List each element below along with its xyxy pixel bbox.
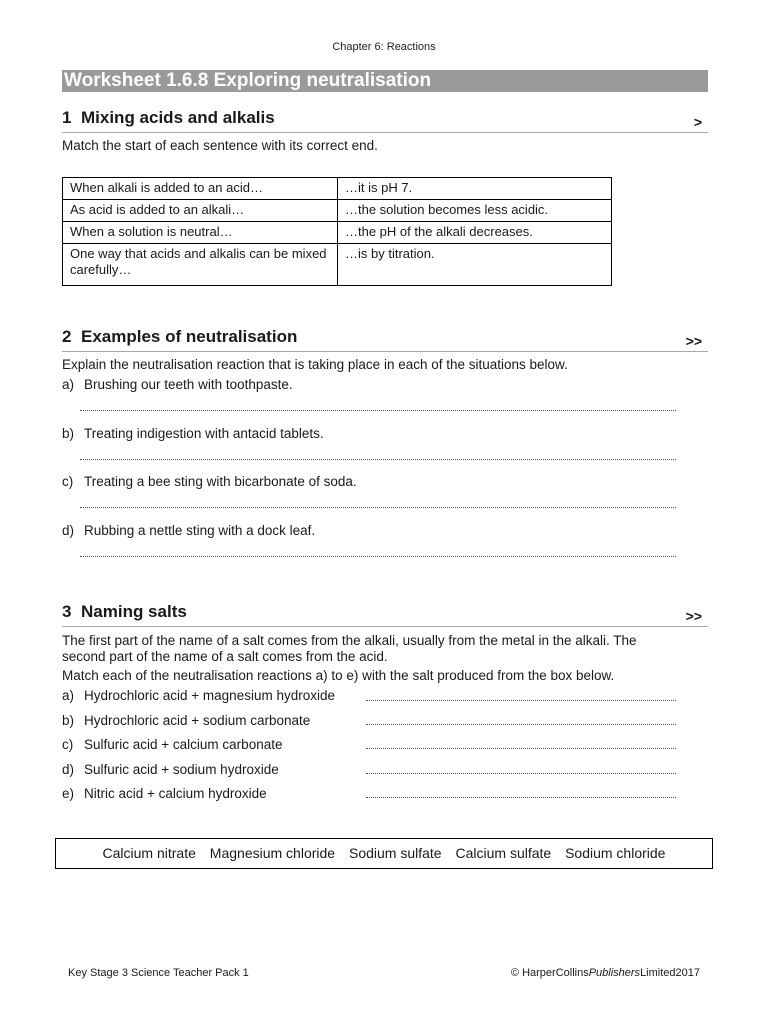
matching-table (62, 177, 612, 286)
salt-option: Sodium sulfate (348, 845, 442, 861)
reaction-item (62, 688, 335, 704)
reaction-text: Sulfuric acid + calcium carbonate (84, 737, 283, 752)
answer-line[interactable] (80, 556, 676, 557)
sentence-end: …the solution becomes less acidic. (338, 200, 612, 222)
salt-option: Calcium nitrate (102, 845, 196, 861)
reaction-label: b) (62, 713, 75, 728)
question-label: a) (62, 377, 75, 392)
salt-option: Sodium chloride (565, 845, 666, 861)
reaction-label: e) (62, 786, 75, 801)
sentence-start: When alkali is added to an acid… (63, 178, 338, 200)
question-label: d) (62, 523, 75, 538)
reaction-label: c) (62, 737, 74, 752)
sentence-end: …the pH of the alkali decreases. (338, 222, 612, 244)
reaction-text: Nitric acid + calcium hydroxide (84, 786, 267, 801)
section-2-heading (62, 327, 708, 352)
section-1-level: > (693, 114, 702, 130)
sentence-end: …is by titration. (338, 244, 612, 286)
table-row (63, 222, 612, 244)
answer-line[interactable] (366, 797, 676, 798)
section-3-title: Naming salts (81, 602, 187, 621)
question-item (62, 523, 315, 539)
section-3-level: >> (685, 608, 702, 624)
reaction-item (62, 786, 267, 802)
section-3-intro-line-1: The first part of the name of a salt comes from the alkali, usually from the metal in the alkali. The (62, 633, 637, 648)
section-2-instruction: Explain the neutralisation reaction that is taking place in each of the situations below. (62, 357, 568, 372)
salt-options-box (55, 838, 713, 869)
answer-line[interactable] (366, 724, 676, 725)
answer-line[interactable] (366, 773, 676, 774)
question-item (62, 426, 324, 442)
copyright-suffix: Limited2017 (640, 967, 700, 979)
table-row (63, 244, 612, 286)
answer-line[interactable] (80, 410, 676, 411)
section-3-heading (62, 602, 708, 627)
footer-left: Key Stage 3 Science Teacher Pack 1 (68, 967, 249, 979)
sentence-start: As acid is added to an alkali… (63, 200, 338, 222)
sentence-start: One way that acids and alkalis can be mixed carefully… (63, 244, 338, 286)
section-1-number: 1 (62, 108, 72, 127)
copyright-publishers: Publishers (588, 967, 641, 979)
reaction-text: Sulfuric acid + sodium hydroxide (84, 762, 279, 777)
section-2-title: Examples of neutralisation (81, 327, 298, 346)
question-text: Treating indigestion with antacid tablets. (84, 426, 324, 441)
answer-line[interactable] (80, 507, 676, 508)
section-1-title: Mixing acids and alkalis (81, 108, 275, 127)
reaction-label: a) (62, 688, 75, 703)
section-1-heading (62, 108, 708, 133)
table-row (63, 200, 612, 222)
section-3-instruction: Match each of the neutralisation reactions a) to e) with the salt produced from the box below. (62, 668, 615, 683)
question-label: c) (62, 474, 74, 489)
reaction-text: Hydrochloric acid + magnesium hydroxide (84, 688, 335, 703)
question-text: Treating a bee sting with bicarbonate of soda. (84, 474, 357, 489)
question-item (62, 377, 293, 393)
reaction-item (62, 737, 282, 753)
question-text: Brushing our teeth with toothpaste. (84, 377, 293, 392)
table-row (63, 178, 612, 200)
footer-copyright (511, 967, 700, 979)
section-3-intro-line-2: second part of the name of a salt comes from the acid. (62, 649, 388, 664)
reaction-item (62, 713, 310, 729)
reaction-text: Hydrochloric acid + sodium carbonate (84, 713, 311, 728)
question-label: b) (62, 426, 75, 441)
salt-option: Magnesium chloride (209, 845, 336, 861)
reaction-item (62, 762, 279, 778)
sentence-end: …it is pH 7. (338, 178, 612, 200)
answer-line[interactable] (80, 459, 676, 460)
chapter-header: Chapter 6: Reactions (332, 41, 436, 53)
section-1-instruction: Match the start of each sentence with its correct end. (62, 138, 378, 153)
salt-option: Calcium sulfate (455, 845, 552, 861)
sentence-start: When a solution is neutral… (63, 222, 338, 244)
section-3-number: 3 (62, 602, 72, 621)
section-2-number: 2 (62, 327, 72, 346)
section-2-level: >> (685, 333, 702, 349)
worksheet-title: Worksheet 1.6.8 Exploring neutralisation (62, 70, 708, 92)
question-text: Rubbing a nettle sting with a dock leaf. (84, 523, 316, 538)
answer-line[interactable] (366, 700, 676, 701)
copyright-prefix: © HarperCollins (510, 967, 589, 979)
question-item (62, 474, 357, 490)
reaction-label: d) (62, 762, 75, 777)
answer-line[interactable] (366, 748, 676, 749)
